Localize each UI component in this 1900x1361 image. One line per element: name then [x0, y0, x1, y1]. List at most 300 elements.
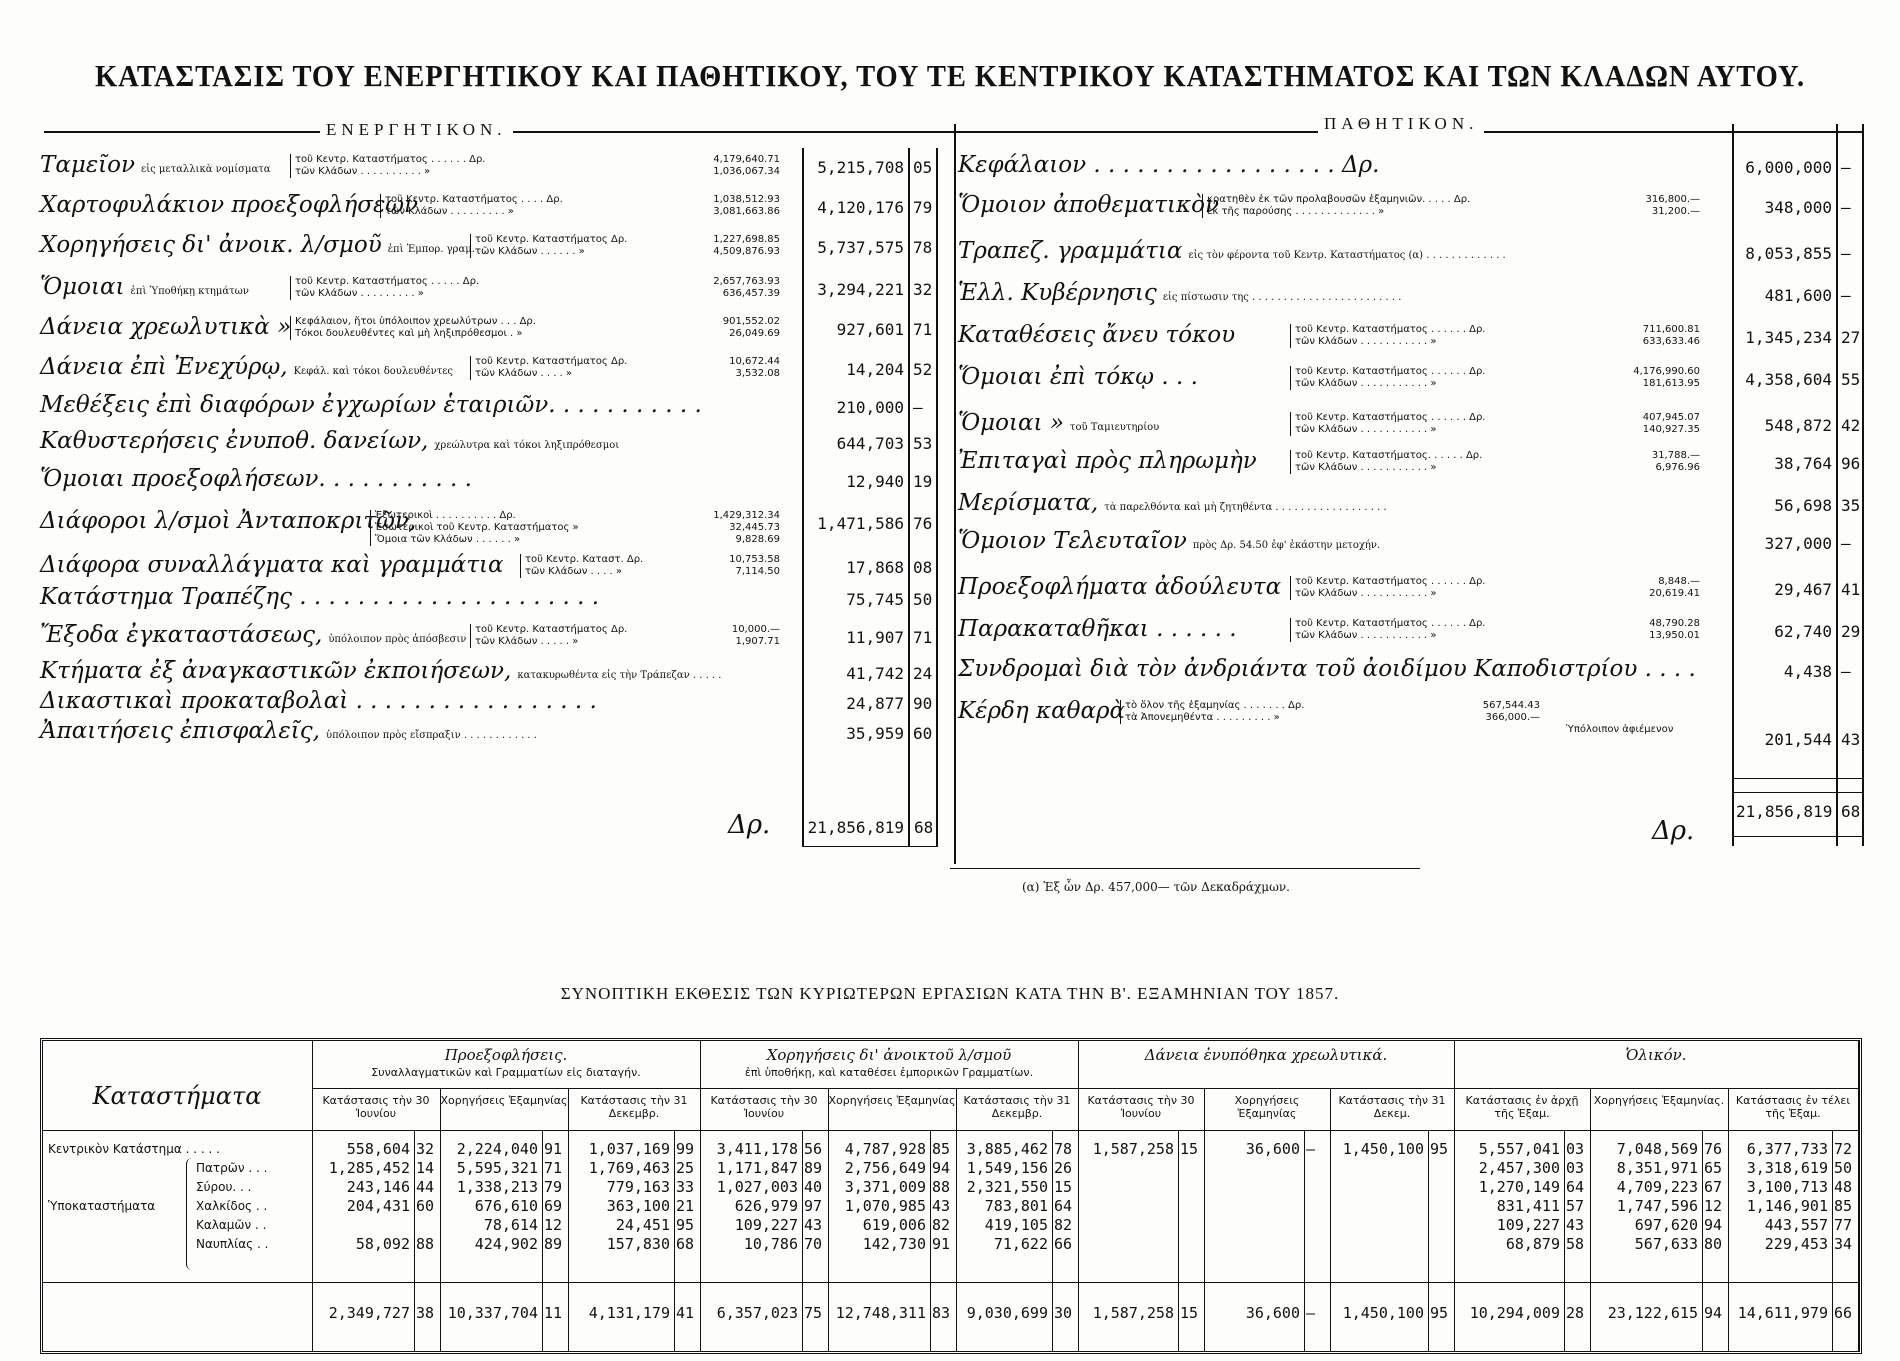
column-header: Χορηγήσεις Ἑξαμηνίας [828, 1094, 956, 1107]
cell-amount: 5,557,041 [1478, 1140, 1560, 1158]
asset-label: Ἔξοδα ἐγκαταστάσεως, ὑπόλοιπον πρὸς ἀπόσβεσιν [40, 622, 467, 648]
liability-detail: τὸ ὅλον τῆς ἑξαμηνίας . . . . . . . Δρ. [1120, 700, 1304, 712]
liability-detail: τὰ Ἀπονεμηθέντα . . . . . . . . . » [1120, 712, 1280, 724]
liability-amount: 62,740 [1774, 622, 1832, 641]
total-cents: 95 [1430, 1304, 1449, 1322]
liability-detail: τῶν Κλάδων . . . . . . . . . . . » [1290, 378, 1437, 390]
assets-heading: ΕΝΕΡΓΗΤΙΚΟΝ. [320, 120, 513, 140]
total-cents: 30 [1054, 1304, 1073, 1322]
summary-cents-rule [414, 1130, 415, 1352]
cell-cents: 72 [1834, 1140, 1853, 1158]
asset-amount: 11,907 [846, 628, 904, 647]
asset-detail-value: 26,049.69 [729, 328, 780, 339]
cell-amount: 3,885,462 [966, 1140, 1048, 1158]
cell-amount: 109,227 [1496, 1216, 1560, 1234]
cell-amount: 3,411,178 [716, 1140, 798, 1158]
cell-cents: 48 [1834, 1178, 1853, 1196]
asset-label: Κτήματα ἐξ ἀναγκαστικῶν ἐκποιήσεων, κατακυρωθέντα εἰς τὴν Τράπεζαν . . . . . [40, 658, 722, 684]
liability-amount: 4,358,604 [1745, 370, 1832, 389]
cell-amount: 2,321,550 [966, 1178, 1048, 1196]
asset-amount: 5,737,575 [817, 238, 904, 257]
asset-detail-value: 636,457.39 [722, 288, 780, 299]
cell-amount: 7,048,569 [1616, 1140, 1698, 1158]
summary-cents-rule [1564, 1130, 1565, 1352]
cell-amount: 363,100 [606, 1197, 670, 1215]
cell-cents: 21 [676, 1197, 695, 1215]
asset-amount: 17,868 [846, 558, 904, 577]
liability-cents: 27 [1841, 328, 1861, 347]
cell-cents: 88 [932, 1178, 951, 1196]
cell-amount: 558,604 [346, 1140, 410, 1158]
cell-amount: 5,595,321 [456, 1159, 538, 1177]
liab-total: 21,856,819 [1736, 802, 1833, 821]
cell-cents: 64 [1054, 1197, 1073, 1215]
asset-sub: χρεώλυτρα καὶ τόκοι ληξιπρόθεσμοι [434, 440, 620, 451]
liability-detail-value: 181,613.95 [1642, 378, 1700, 389]
liability-detail: τοῦ Κεντρ. Καταστήματος . . . . . . Δρ. [1290, 576, 1486, 588]
group-subtitle: ἐπὶ ὑποθήκῃ, καὶ καταθέσει ἐμπορικῶν Γραμματίων. [744, 1066, 1034, 1079]
total-cents: 94 [1704, 1304, 1723, 1322]
asset-label: Δάνεια χρεωλυτικὰ » [40, 314, 292, 340]
asset-label: Χορηγήσεις δι' ἀνοικ. λ/σμοῦ ἐπὶ Ἐμπορ. γραμ. [40, 232, 475, 258]
total-cents: 83 [932, 1304, 951, 1322]
cell-cents: 94 [1704, 1216, 1723, 1234]
cell-cents: 67 [1704, 1178, 1723, 1196]
cell-amount: 1,037,169 [588, 1140, 670, 1158]
cell-cents: 15 [1054, 1178, 1073, 1196]
cell-cents: 78 [1054, 1140, 1073, 1158]
asset-cents: 78 [913, 238, 933, 257]
total-cents: 41 [676, 1304, 695, 1322]
total-cents: — [1306, 1304, 1316, 1322]
asset-detail: τῶν Κλάδων . . . . . » [470, 636, 578, 648]
asset-detail-value: 10,000.— [731, 624, 780, 635]
branch-label: Χαλκίδος . . [196, 1199, 268, 1213]
asset-cents: 60 [913, 724, 933, 743]
asset-label: Χαρτοφυλάκιον προεξοφλήσεων [40, 192, 419, 218]
cell-amount: 58,092 [355, 1235, 410, 1253]
liab-col-left [1732, 124, 1734, 846]
branches-brace [186, 1158, 193, 1270]
liability-detail-value: 31,200.— [1651, 206, 1700, 217]
cell-amount: 1,549,156 [966, 1159, 1048, 1177]
liability-cents: — [1841, 158, 1851, 177]
summary-cents-rule [1052, 1130, 1053, 1352]
cell-amount: 36,600 [1245, 1140, 1300, 1158]
liability-label: Ἐπιταγαὶ πρὸς πληρωμὴν [958, 448, 1257, 474]
asset-cents: 19 [913, 472, 933, 491]
total-amount: 36,600 [1245, 1304, 1300, 1322]
liability-amount: 6,000,000 [1745, 158, 1832, 177]
stores-header: Καταστήματα [92, 1082, 262, 1110]
asset-detail: τῶν Κλάδων . . . . » [520, 566, 622, 578]
cell-amount: 8,351,971 [1616, 1159, 1698, 1177]
asset-amount: 4,120,176 [817, 198, 904, 217]
cell-amount: 1,285,452 [328, 1159, 410, 1177]
liab-total-rule [1732, 778, 1864, 779]
liability-cents: — [1841, 244, 1851, 263]
cell-cents: 65 [1704, 1159, 1723, 1177]
liability-label: Κέρδη καθαρὰ [958, 698, 1126, 724]
column-header: Κατάστασις τὴν 31 Δεκεμβρ. [580, 1094, 688, 1120]
summary-col-rule [568, 1088, 569, 1352]
asset-detail-value: 10,753.58 [729, 554, 780, 565]
total-amount: 14,611,979 [1737, 1304, 1828, 1322]
liability-amount: 201,544 [1764, 730, 1832, 749]
cell-cents: 43 [932, 1197, 951, 1215]
liabilities-heading: ΠΑΘΗΤΙΚΟΝ. [1318, 114, 1484, 134]
asset-cents: 79 [913, 198, 933, 217]
total-cents: 75 [804, 1304, 823, 1322]
liability-label: Τραπεζ. γραμμάτια εἰς τὸν φέροντα τοῦ Κεντρ. Καταστήματος (α) . . . . . . . . . . . . . [958, 238, 1506, 264]
cell-cents: 43 [804, 1216, 823, 1234]
liability-detail-value: 31,788.— [1651, 450, 1700, 461]
branches-label: Ὑποκαταστήματα [48, 1199, 156, 1213]
asset-detail-value: 10,672.44 [729, 356, 780, 367]
liab-total-rule-2 [1732, 792, 1864, 793]
cell-amount: 3,318,619 [1746, 1159, 1828, 1177]
summary-group-rule [1858, 1040, 1859, 1352]
liability-detail-value: 567,544.43 [1482, 700, 1540, 711]
liability-sub: πρὸς Δρ. 54.50 ἐφ' ἑκάστην μετοχήν. [1192, 540, 1381, 551]
cell-amount: 2,457,300 [1478, 1159, 1560, 1177]
cell-cents: 94 [932, 1159, 951, 1177]
cell-amount: 1,338,213 [456, 1178, 538, 1196]
cell-amount: 204,431 [346, 1197, 410, 1215]
liability-detail: τῶν Κλάδων . . . . . . . . . . . » [1290, 462, 1437, 474]
cell-amount: 4,709,223 [1616, 1178, 1698, 1196]
cell-cents: 91 [544, 1140, 563, 1158]
summary-cents-rule [1178, 1130, 1179, 1352]
cell-cents: 25 [676, 1159, 695, 1177]
group-title: Προεξοφλήσεις. [444, 1046, 568, 1064]
cell-amount: 626,979 [734, 1197, 798, 1215]
asset-detail: τῶν Κλάδων . . . . . . . . . » [380, 206, 514, 218]
asset-cents: 76 [913, 514, 933, 533]
liability-detail-value: 711,600.81 [1642, 324, 1700, 335]
asset-detail-value: 3,532.08 [735, 368, 780, 379]
branch-label: Σύρου. . . [196, 1180, 252, 1194]
liability-cents: 96 [1841, 454, 1861, 473]
assets-total: 21,856,819 [807, 818, 904, 837]
assets-col-mid [908, 148, 910, 846]
liability-detail-value: 633,633.46 [1642, 336, 1700, 347]
summary-cents-rule [1304, 1130, 1305, 1352]
asset-detail: τοῦ Κεντρ. Καταστήματος . . . . . . Δρ. [290, 154, 486, 166]
liab-col-mid [1836, 124, 1838, 846]
liability-detail: ἐκ τῆς παρούσης . . . . . . . . . . . . . » [1202, 206, 1384, 218]
asset-detail: Ἐσωτερικοὶ τοῦ Κεντρ. Καταστήματος » [370, 522, 579, 534]
cell-amount: 1,270,149 [1478, 1178, 1560, 1196]
total-amount: 1,450,100 [1342, 1304, 1424, 1322]
cell-amount: 109,227 [734, 1216, 798, 1234]
asset-label: Διάφοροι λ/σμοὶ Ἀνταποκριτῶν, [40, 508, 417, 534]
column-header: Κατάστασις ἐν τέλει τῆς Ἑξαμ. [1735, 1094, 1851, 1120]
cell-cents: 77 [1834, 1216, 1853, 1234]
liab-total-cents: 68 [1841, 802, 1861, 821]
liability-cents: 35 [1841, 496, 1861, 515]
cell-amount: 1,587,258 [1092, 1140, 1174, 1158]
liability-amount: 56,698 [1774, 496, 1832, 515]
cell-cents: 64 [1566, 1178, 1585, 1196]
cell-cents: 85 [932, 1140, 951, 1158]
asset-cents: 50 [913, 590, 933, 609]
liability-label: Μερίσματα, τὰ παρελθόντα καὶ μὴ ζητηθέντα . . . . . . . . . . . . . . . . . . [958, 490, 1387, 516]
cell-cents: 79 [544, 1178, 563, 1196]
asset-detail-value: 1,429,312.34 [713, 510, 780, 521]
summary-group-rule [312, 1040, 313, 1352]
cell-cents: 76 [1704, 1140, 1723, 1158]
cell-cents: 68 [676, 1235, 695, 1253]
asset-cents: 08 [913, 558, 933, 577]
asset-amount: 12,940 [846, 472, 904, 491]
summary-col-rule [440, 1088, 441, 1352]
center-divider [954, 124, 956, 864]
liability-sub: τοῦ Ταμιευτηρίου [1069, 422, 1160, 433]
liability-sub: τὰ παρελθόντα καὶ μὴ ζητηθέντα . . . . . . . . . . . . . . . . . . [1104, 502, 1387, 513]
summary-rule [42, 1130, 1858, 1131]
cell-cents: 43 [1566, 1216, 1585, 1234]
asset-cents: — [913, 398, 923, 417]
asset-sub: ἐπὶ Ὑποθήκῃ κτημάτων [130, 286, 249, 297]
liability-detail: τῶν Κλάδων . . . . . . . . . . . » [1290, 336, 1437, 348]
asset-detail: Ὅμοια τῶν Κλάδων . . . . . . » [370, 534, 520, 546]
total-amount: 12,748,311 [835, 1304, 926, 1322]
cell-cents: 95 [676, 1216, 695, 1234]
cell-cents: 44 [416, 1178, 435, 1196]
cell-cents: 12 [544, 1216, 563, 1234]
assets-total-cents: 68 [914, 818, 934, 837]
asset-detail-value: 901,552.02 [722, 316, 780, 327]
assets-col-right [936, 148, 938, 846]
liability-detail-value: 366,000.— [1485, 712, 1540, 723]
footnote-rule [950, 868, 1420, 869]
liability-cents: 55 [1841, 370, 1861, 389]
branch-label: Καλαμῶν . . [196, 1218, 267, 1232]
asset-detail-value: 7,114.50 [735, 566, 780, 577]
column-header: Κατάστασις τὴν 30 Ἰουνίου [710, 1094, 818, 1120]
cell-cents: 15 [1180, 1140, 1199, 1158]
cell-amount: 831,411 [1496, 1197, 1560, 1215]
liability-cents: — [1841, 286, 1851, 305]
total-cents: 15 [1180, 1304, 1199, 1322]
asset-sub: ὑπόλοιπον πρὸς ἀπόσβεσιν [328, 634, 467, 645]
asset-sub: ὑπόλοιπον πρὸς εἴσπραξιν . . . . . . . . . . . . [325, 730, 537, 741]
cell-cents: 99 [676, 1140, 695, 1158]
cell-amount: 24,451 [615, 1216, 670, 1234]
cell-amount: 2,224,040 [456, 1140, 538, 1158]
asset-cents: 71 [913, 320, 933, 339]
cell-cents: 33 [676, 1178, 695, 1196]
column-header: Κατάστασις τὴν 30 Ἰουνίου [322, 1094, 430, 1120]
assets-bottom-rule [802, 846, 938, 847]
asset-amount: 3,294,221 [817, 280, 904, 299]
summary-col-rule [828, 1088, 829, 1352]
asset-detail-value: 32,445.73 [729, 522, 780, 533]
asset-label: Μεθέξεις ἐπὶ διαφόρων ἐγχωρίων ἑταιριῶν. . . . . . . . . . . [40, 392, 702, 418]
cell-cents: 85 [1834, 1197, 1853, 1215]
cell-amount: 68,879 [1505, 1235, 1560, 1253]
group-title: Ὁλικόν. [1625, 1046, 1687, 1064]
liability-cents: — [1841, 662, 1851, 681]
summary-col-rule [956, 1088, 957, 1352]
cell-cents: 34 [1834, 1235, 1853, 1253]
cell-amount: 229,453 [1764, 1235, 1828, 1253]
cell-amount: 779,163 [606, 1178, 670, 1196]
total-cents: 11 [544, 1304, 563, 1322]
liability-amount: 1,345,234 [1745, 328, 1832, 347]
cell-cents: 58 [1566, 1235, 1585, 1253]
liability-detail: τῶν Κλάδων . . . . . . . . . . . » [1290, 588, 1437, 600]
asset-detail: Ἐξωτερικοὶ . . . . . . . . . . Δρ. [370, 510, 516, 522]
summary-group-rule [1454, 1040, 1455, 1352]
cell-cents: 32 [416, 1140, 435, 1158]
total-cents: 38 [416, 1304, 435, 1322]
summary-group-rule [700, 1040, 701, 1352]
cell-amount: 419,105 [984, 1216, 1048, 1234]
cell-amount: 6,377,733 [1746, 1140, 1828, 1158]
asset-detail: τῶν Κλάδων . . . . . . . . . » [290, 288, 424, 300]
liability-sub: εἰς τὸν φέροντα τοῦ Κεντρ. Καταστήματος (α) . . . . . . . . . . . . . [1188, 250, 1506, 261]
asset-label: Δάνεια ἐπὶ Ἐνεχύρῳ, Κεφάλ. καὶ τόκοι δουλευθέντες [40, 354, 454, 380]
liability-label: Ὅμοιαι ἐπὶ τόκῳ . . . [958, 364, 1198, 390]
liability-amount: 4,438 [1783, 662, 1832, 681]
cell-amount: 1,070,985 [844, 1197, 926, 1215]
asset-detail: τοῦ Κεντρ. Καταστήματος . . . . Δρ. [380, 194, 563, 206]
cell-amount: 697,620 [1634, 1216, 1698, 1234]
asset-detail-value: 2,657,763.93 [713, 276, 780, 287]
asset-detail-value: 1,227,698.85 [713, 234, 780, 245]
liab-col-right [1862, 124, 1864, 846]
liability-detail-value: 316,800.— [1645, 194, 1700, 205]
group-title: Δάνεια ἐνυπόθηκα χρεωλυτικά. [1144, 1046, 1388, 1064]
liability-label: Παρακαταθῆκαι . . . . . . [958, 616, 1237, 642]
liability-amount: 548,872 [1764, 416, 1832, 435]
liability-cents: 42 [1841, 416, 1861, 435]
column-header: Χορηγήσεις Ἑξαμηνίας [1234, 1094, 1300, 1120]
branch-label: Ναυπλίας . . [196, 1237, 269, 1251]
cell-cents: 95 [1430, 1140, 1449, 1158]
cell-cents: — [1306, 1140, 1316, 1158]
cell-cents: 88 [416, 1235, 435, 1253]
column-header: Κατάστασις τὴν 31 Δεκεμ. [1338, 1094, 1446, 1120]
summary-col-rule [1330, 1088, 1331, 1352]
cell-amount: 676,610 [474, 1197, 538, 1215]
cell-amount: 243,146 [346, 1178, 410, 1196]
summary-rule [312, 1088, 1858, 1089]
cell-cents: 80 [1704, 1235, 1723, 1253]
liability-amount: 29,467 [1774, 580, 1832, 599]
liability-detail-value: 20,619.41 [1649, 588, 1700, 599]
column-header: Χορηγήσεις Ἑξαμηνίας [440, 1094, 568, 1107]
cell-amount: 71,622 [993, 1235, 1048, 1253]
total-amount: 10,337,704 [447, 1304, 538, 1322]
asset-label: Διάφορα συναλλάγματα καὶ γραμμάτια [40, 552, 504, 578]
liability-cents: — [1841, 198, 1851, 217]
asset-label: Ὅμοιαι προεξοφλήσεων. . . . . . . . . . . [40, 466, 472, 492]
asset-detail: τοῦ Κεντρ. Καταστήματος Δρ. [470, 356, 627, 368]
asset-detail-value: 1,038,512.93 [713, 194, 780, 205]
liability-label: Ἑλλ. Κυβέρνησις εἰς πίστωσιν της . . . . . . . . . . . . . . . . . . . . . . . . [958, 280, 1402, 306]
assets-col-left [802, 148, 804, 846]
asset-detail: τοῦ Κεντρ. Καταστήματος Δρ. [470, 234, 627, 246]
group-subtitle: Συναλλαγματικῶν καὶ Γραμματίων εἰς διαταγήν. [371, 1066, 641, 1079]
cell-amount: 4,787,928 [844, 1140, 926, 1158]
asset-sub: εἰς μεταλλικὰ νομίσματα [141, 164, 271, 175]
cell-cents: 97 [804, 1197, 823, 1215]
cell-amount: 1,769,463 [588, 1159, 670, 1177]
asset-label: Ἀπαιτήσεις ἐπισφαλεῖς, ὑπόλοιπον πρὸς εἴσπραξιν . . . . . . . . . . . . [40, 718, 537, 744]
total-amount: 1,587,258 [1092, 1304, 1174, 1322]
liability-label: Καταθέσεις ἄνευ τόκου [958, 322, 1236, 348]
liability-detail: τῶν Κλάδων . . . . . . . . . . . » [1290, 630, 1437, 642]
asset-detail-value: 4,509,876.93 [713, 246, 780, 257]
cell-amount: 424,902 [474, 1235, 538, 1253]
asset-amount: 644,703 [836, 434, 904, 453]
cell-amount: 142,730 [862, 1235, 926, 1253]
liability-cents: 43 [1841, 730, 1861, 749]
asset-label: Ὅμοιαι ἐπὶ Ὑποθήκῃ κτημάτων [40, 274, 249, 300]
liability-label: Ὅμοιον ἀποθεματικὸν [958, 192, 1219, 218]
cell-cents: 60 [416, 1197, 435, 1215]
column-header: Χορηγήσεις Ἑξαμηνίας. [1593, 1094, 1725, 1107]
cell-cents: 69 [544, 1197, 563, 1215]
liability-label: Συνδρομαὶ διὰ τὸν ἀνδριάντα τοῦ ἀοιδίμου Καποδιστρίου . . . . [958, 656, 1696, 682]
asset-amount: 24,877 [846, 694, 904, 713]
asset-cents: 53 [913, 434, 933, 453]
summary-cents-rule [542, 1130, 543, 1352]
total-cents: 66 [1834, 1304, 1853, 1322]
cell-cents: 40 [804, 1178, 823, 1196]
asset-label: Κατάστημα Τραπέζης . . . . . . . . . . . . . . . . . . . . . [40, 584, 600, 610]
total-cents: 28 [1566, 1304, 1585, 1322]
cell-amount: 443,557 [1764, 1216, 1828, 1234]
summary-col-rule [1590, 1088, 1591, 1352]
asset-detail-value: 1,907.71 [735, 636, 780, 647]
summary-cents-rule [930, 1130, 931, 1352]
asset-detail: τῶν Κλάδων . . . . . . » [470, 246, 585, 258]
asset-cents: 24 [913, 664, 933, 683]
liability-sub: εἰς πίστωσιν της . . . . . . . . . . . . . . . . . . . . . . . . [1162, 292, 1402, 303]
asset-detail-value: 1,036,067.34 [713, 166, 780, 177]
cell-amount: 10,786 [743, 1235, 798, 1253]
cell-amount: 3,100,713 [1746, 1178, 1828, 1196]
summary-group-rule [1078, 1040, 1079, 1352]
liability-detail: τοῦ Κεντρ. Καταστήματος . . . . . . Δρ. [1290, 324, 1486, 336]
asset-detail: Κεφάλαιον, ἤτοι ὑπόλοιπον χρεωλύτρων . . . Δρ. [290, 316, 536, 328]
cell-amount: 783,801 [984, 1197, 1048, 1215]
total-amount: 9,030,699 [966, 1304, 1048, 1322]
cell-cents: 56 [804, 1140, 823, 1158]
total-amount: 23,122,615 [1607, 1304, 1698, 1322]
summary-col-rule [1728, 1088, 1729, 1352]
liability-remainder-label: Ὑπόλοιπον ἀφιέμενον [1566, 724, 1674, 735]
cell-amount: 78,614 [483, 1216, 538, 1234]
group-title: Χορηγήσεις δι' ἀνοικτοῦ λ/σμοῦ [766, 1046, 1012, 1064]
cell-cents: 03 [1566, 1140, 1585, 1158]
liability-detail-value: 48,790.28 [1649, 618, 1700, 629]
liability-detail-value: 140,927.35 [1642, 424, 1700, 435]
asset-detail-value: 9,828.69 [735, 534, 780, 545]
liability-amount: 38,764 [1774, 454, 1832, 473]
asset-amount: 1,471,586 [817, 514, 904, 533]
liability-detail: κρατηθὲν ἐκ τῶν προλαβουσῶν ἑξαμηνιῶν. . . . . Δρ. [1202, 194, 1470, 206]
cell-cents: 71 [544, 1159, 563, 1177]
cell-amount: 3,371,009 [844, 1178, 926, 1196]
cell-cents: 70 [804, 1235, 823, 1253]
cell-amount: 1,747,596 [1616, 1197, 1698, 1215]
summary-cents-rule [674, 1130, 675, 1352]
